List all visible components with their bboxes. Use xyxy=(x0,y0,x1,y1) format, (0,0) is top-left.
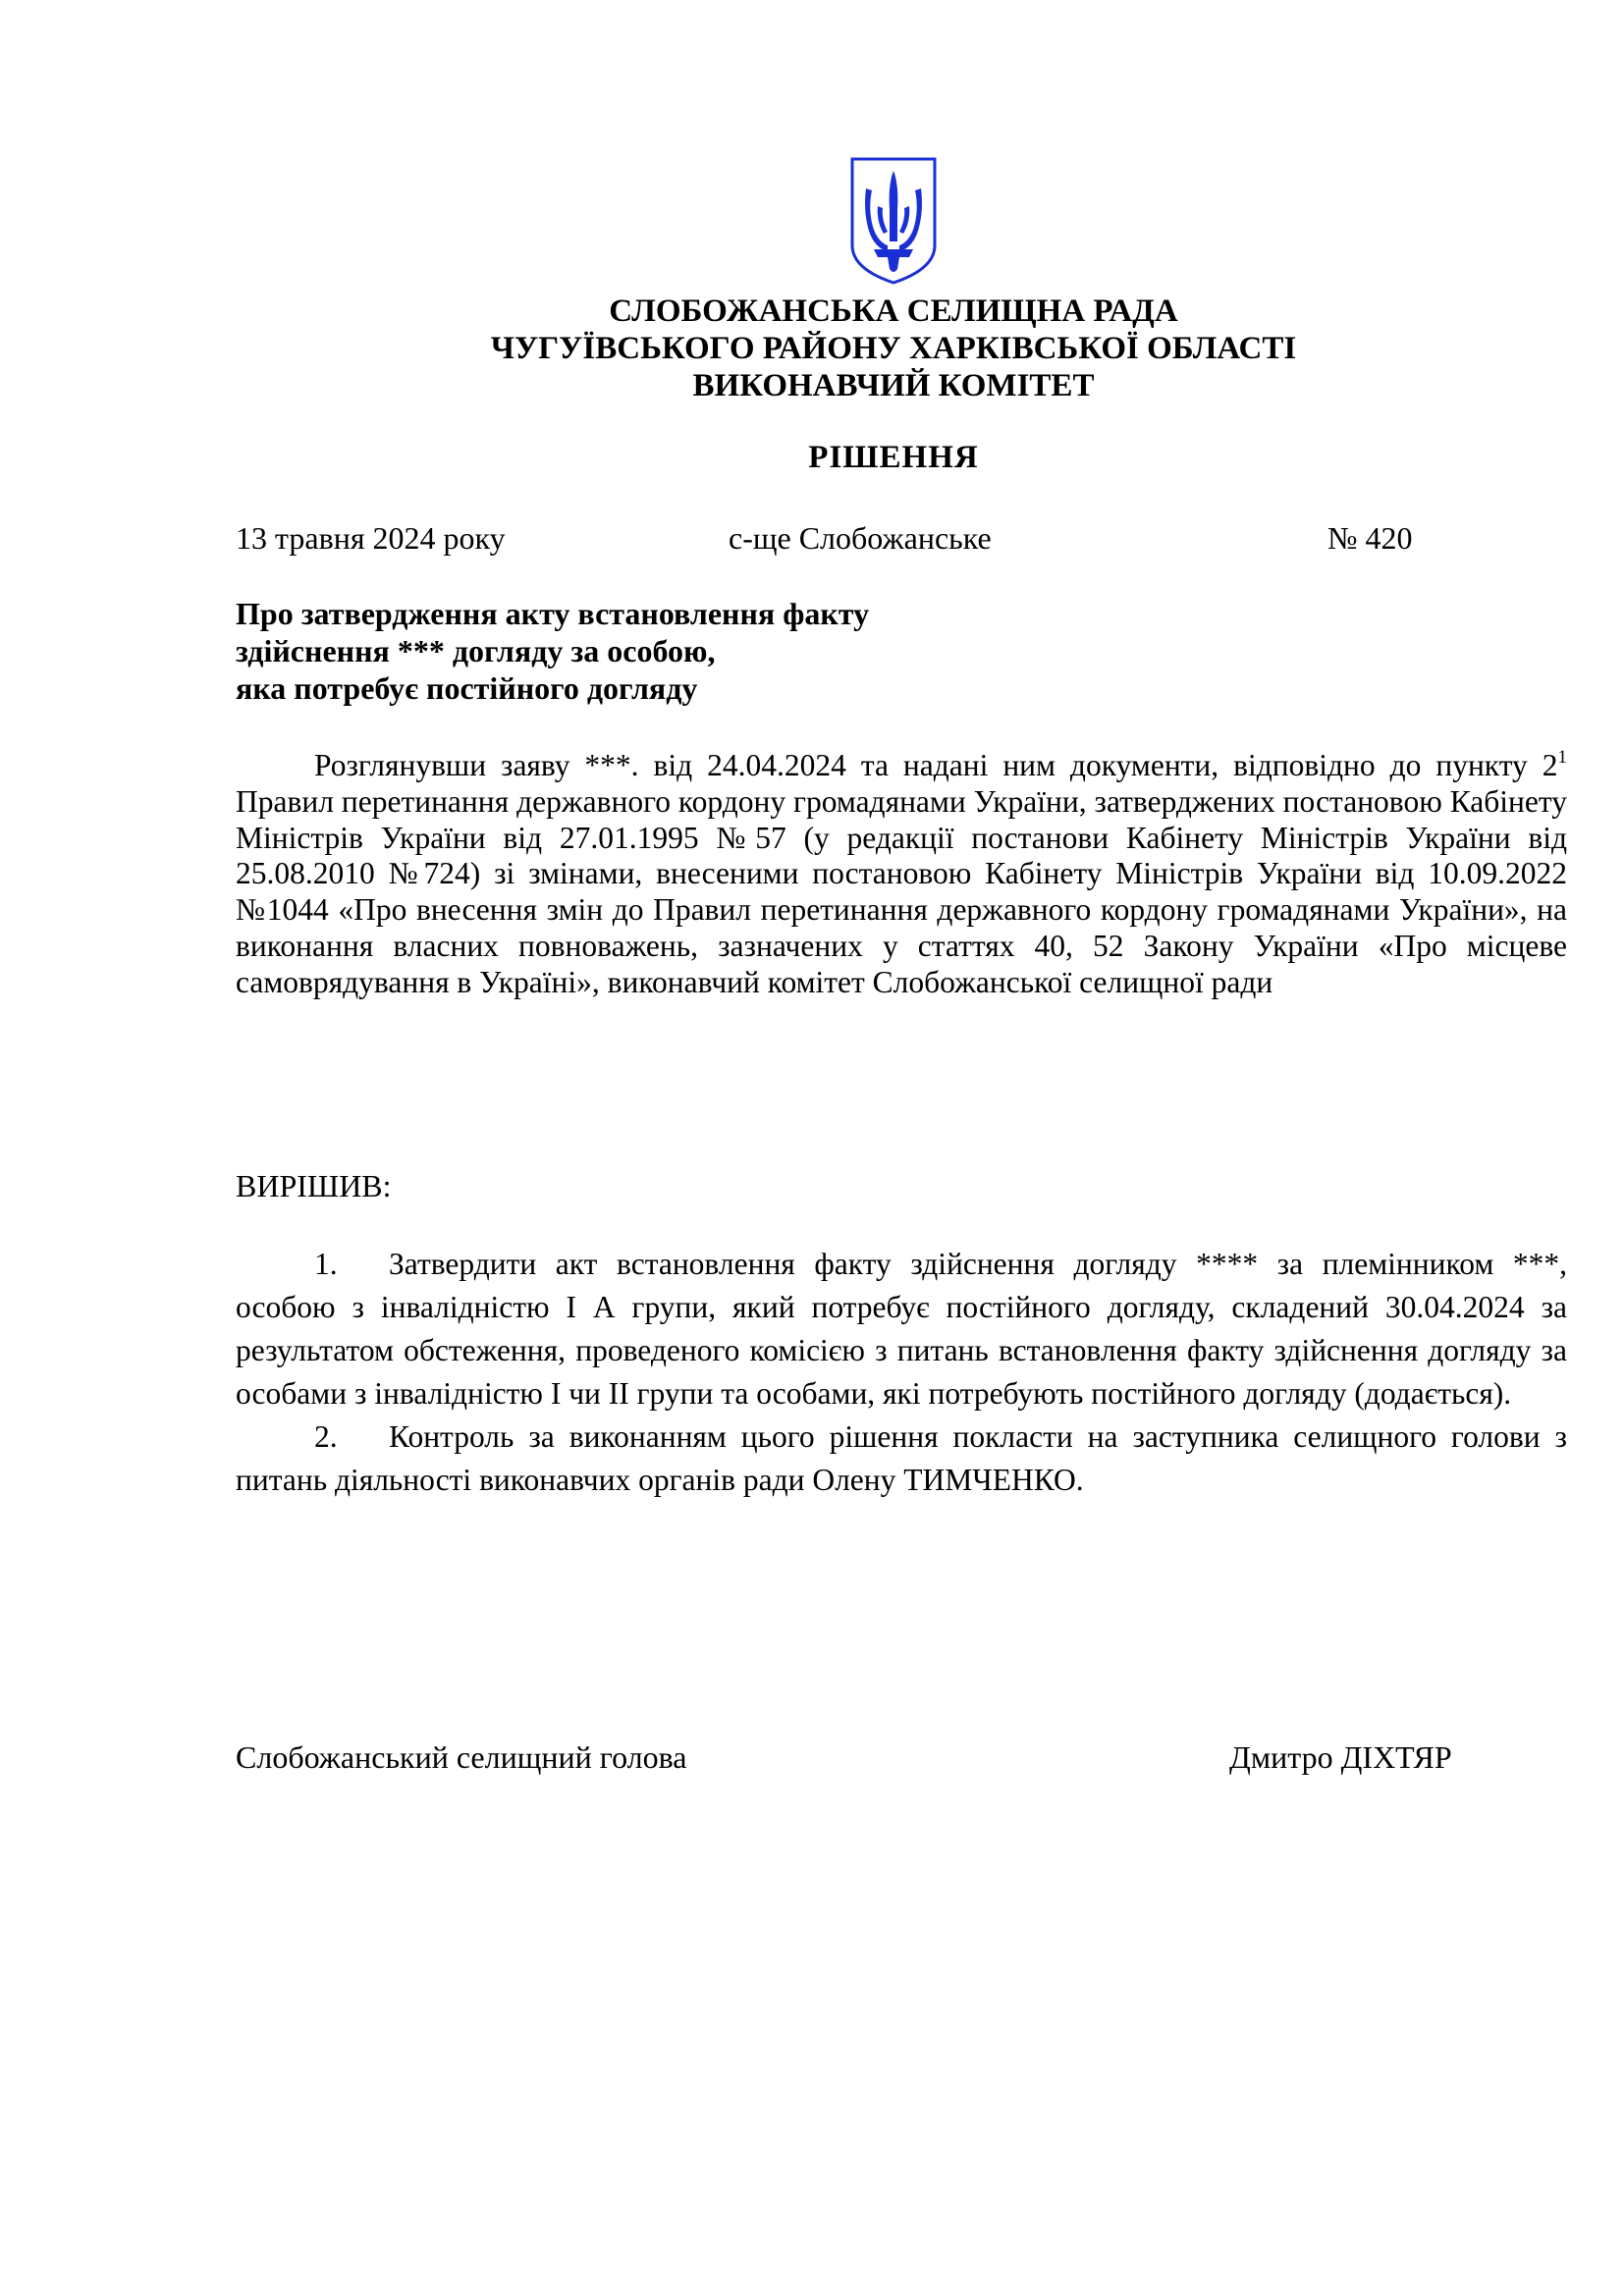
resolved-label: ВИРІШИВ: xyxy=(236,1168,392,1203)
subject-line: Про затвердження акту встановлення факту xyxy=(236,596,870,631)
issuer-committee-name: ВИКОНАВЧИЙ КОМІТЕТ xyxy=(692,368,1095,403)
item-number: 1. xyxy=(314,1247,338,1281)
coat-of-arms-trident-icon xyxy=(848,155,939,287)
preamble-paragraph xyxy=(236,748,1567,1001)
item-text: Затвердити акт встановлення факту здійснення догляду **** за племінником ***, особою з інвалідністю І А групи, який потребує постійного догляду, складений 30.04.2024 за результатом обстеження, проведеного комісією з питань встановлення факту здійснення догляду за особами з інвалідністю І чи ІІ групи та особами, які потребують постійного догляду (додається). xyxy=(236,1247,1567,1411)
resolution-item xyxy=(236,1243,1567,1415)
issuer-header xyxy=(236,293,1551,404)
signatory-position: Слобожанський селищний голова xyxy=(236,1739,687,1775)
preamble-text-start: Розглянувши заяву ***. від 24.04.2024 та надані ним документи, відповідно до пункту 2 xyxy=(314,748,1558,782)
issuer-council-name: СЛОБОЖАНСЬКА СЕЛИЩНА РАДА xyxy=(609,294,1178,329)
item-text: Контроль за виконанням цього рішення покласти на заступника селищного голови з питань діяльності виконавчих органів ради Олену ТИМЧЕНКО. xyxy=(236,1419,1567,1497)
document-subject xyxy=(236,595,1119,707)
resolution-item xyxy=(236,1415,1567,1502)
document-place: с-ще Слобожанське xyxy=(729,520,992,556)
subject-line: яка потребує постійного догляду xyxy=(236,670,698,706)
preamble-text-rest: Правил перетинання державного кордону громадянами України, затверджених постановою Кабінету Міністрів України від 27.01.1995 №57 (у редакції постанови Кабінету Міністрів України від 25.08.2010 №724) зі змінами, внесеними постановою Кабінету Міністрів України від 10.09.2022 №1044 «Про внесення змін до Правил перетинання державного кордону громадянами України», на виконання власних повноважень, зазначених у статтях 40, 52 Закону України «Про місцеве самоврядування в Україні», виконавчий комітет Слобожанської селищної ради xyxy=(236,783,1567,999)
item-number: 2. xyxy=(314,1419,338,1454)
signatory-name: Дмитро ДІХТЯР xyxy=(1229,1739,1452,1775)
document-number: № 420 xyxy=(1327,520,1413,556)
resolution-items xyxy=(236,1243,1567,1502)
issuer-region-name: ЧУГУЇВСЬКОГО РАЙОНУ ХАРКІВСЬКОЇ ОБЛАСТІ xyxy=(490,331,1297,366)
preamble-superscript: 1 xyxy=(1557,747,1567,768)
subject-line: здійснення *** догляду за особою, xyxy=(236,633,716,668)
document-type-title: РІШЕННЯ xyxy=(808,440,979,475)
document-date: 13 травня 2024 року xyxy=(236,520,506,556)
